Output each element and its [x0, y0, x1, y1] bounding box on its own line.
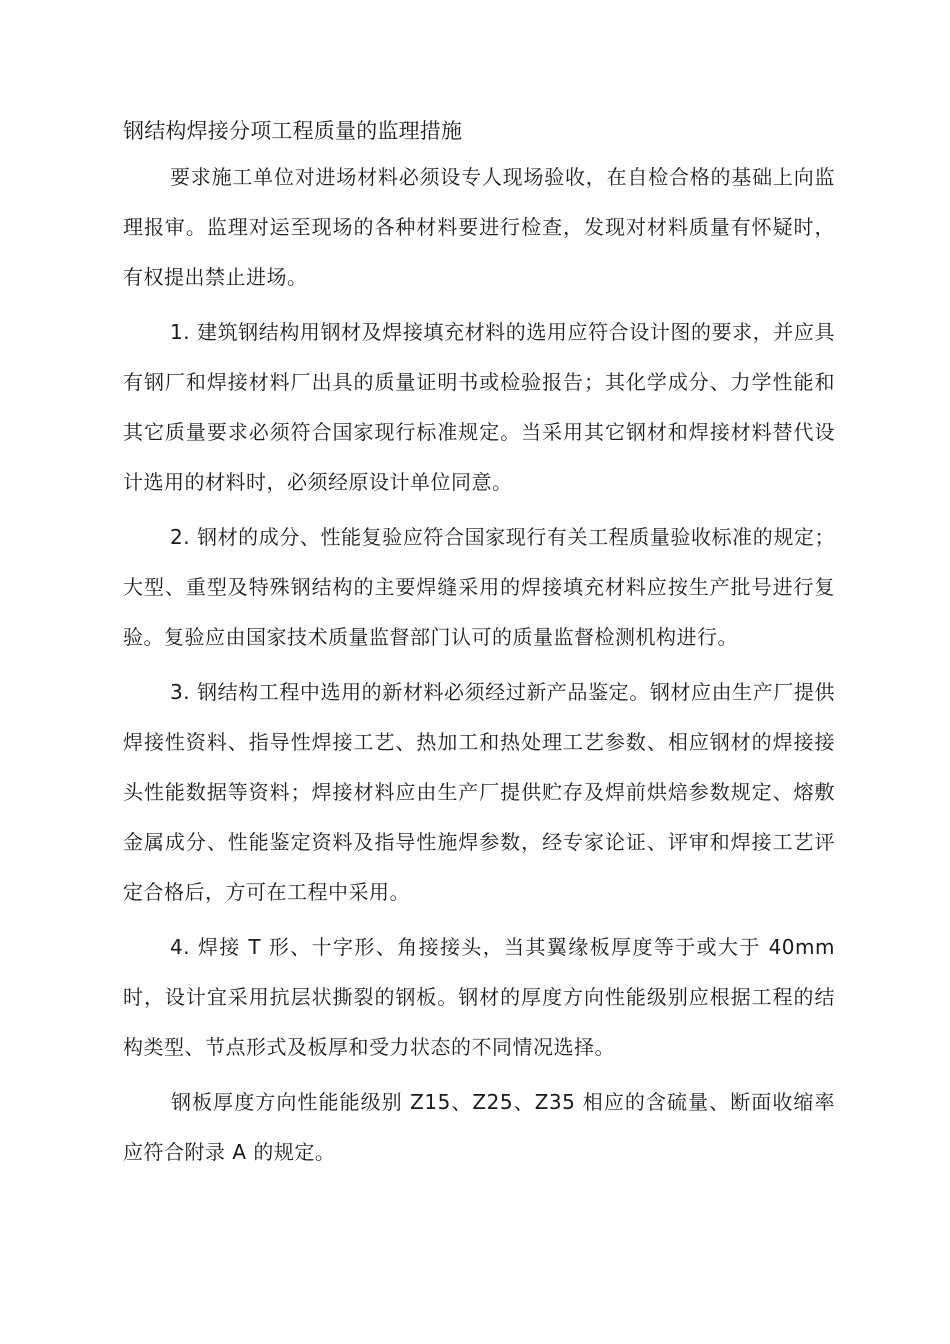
- paragraph-item-4: 4. 焊接 T 形、十字形、角接接头，当其翼缘板厚度等于或大于 40mm 时，设计宜采用抗层状撕裂的钢板。钢材的厚度方向性能级别应根据工程的结构类型、节点形式及板厚和受力状态的不同情况选择。: [123, 935, 835, 1059]
- paragraph-intro: 要求施工单位对进场材料必须设专人现场验收，在自检合格的基础上向监理报审。监理对运至现场的各种材料要进行检查，发现对材料质量有怀疑时，有权提出禁止进场。: [123, 165, 835, 289]
- paragraph-item-3: 3. 钢结构工程中选用的新材料必须经过新产品鉴定。钢材应由生产厂提供焊接性资料、指导性焊接工艺、热加工和热处理工艺参数、相应钢材的焊接接头性能数据等资料；焊接材料应由生产厂提供贮存及焊前烘焙参数规定、熔敷金属成分、性能鉴定资料及指导性施焊参数，经专家论证、评审和焊接工艺评定合格后，方可在工程中采用。: [123, 680, 835, 904]
- paragraph-steel-grade-note: 钢板厚度方向性能能级别 Z15、Z25、Z35 相应的含硫量、断面收缩率应符合附录 A 的规定。: [123, 1090, 835, 1164]
- paragraph-item-2: 2. 钢材的成分、性能复验应符合国家现行有关工程质量验收标准的规定；大型、重型及特殊钢结构的主要焊缝采用的焊接填充材料应按生产批号进行复验。复验应由国家技术质量监督部门认可的质量监督检测机构进行。: [123, 525, 835, 649]
- paragraph-item-1: 1. 建筑钢结构用钢材及焊接填充材料的选用应符合设计图的要求，并应具有钢厂和焊接材料厂出具的质量证明书或检验报告；其化学成分、力学性能和其它质量要求必须符合国家现行标准规定。当采用其它钢材和焊接材料替代设计选用的材料时，必须经原设计单位同意。: [123, 320, 835, 494]
- document-title: 钢结构焊接分项工程质量的监理措施: [123, 119, 463, 143]
- document-body: [123, 112, 835, 1182]
